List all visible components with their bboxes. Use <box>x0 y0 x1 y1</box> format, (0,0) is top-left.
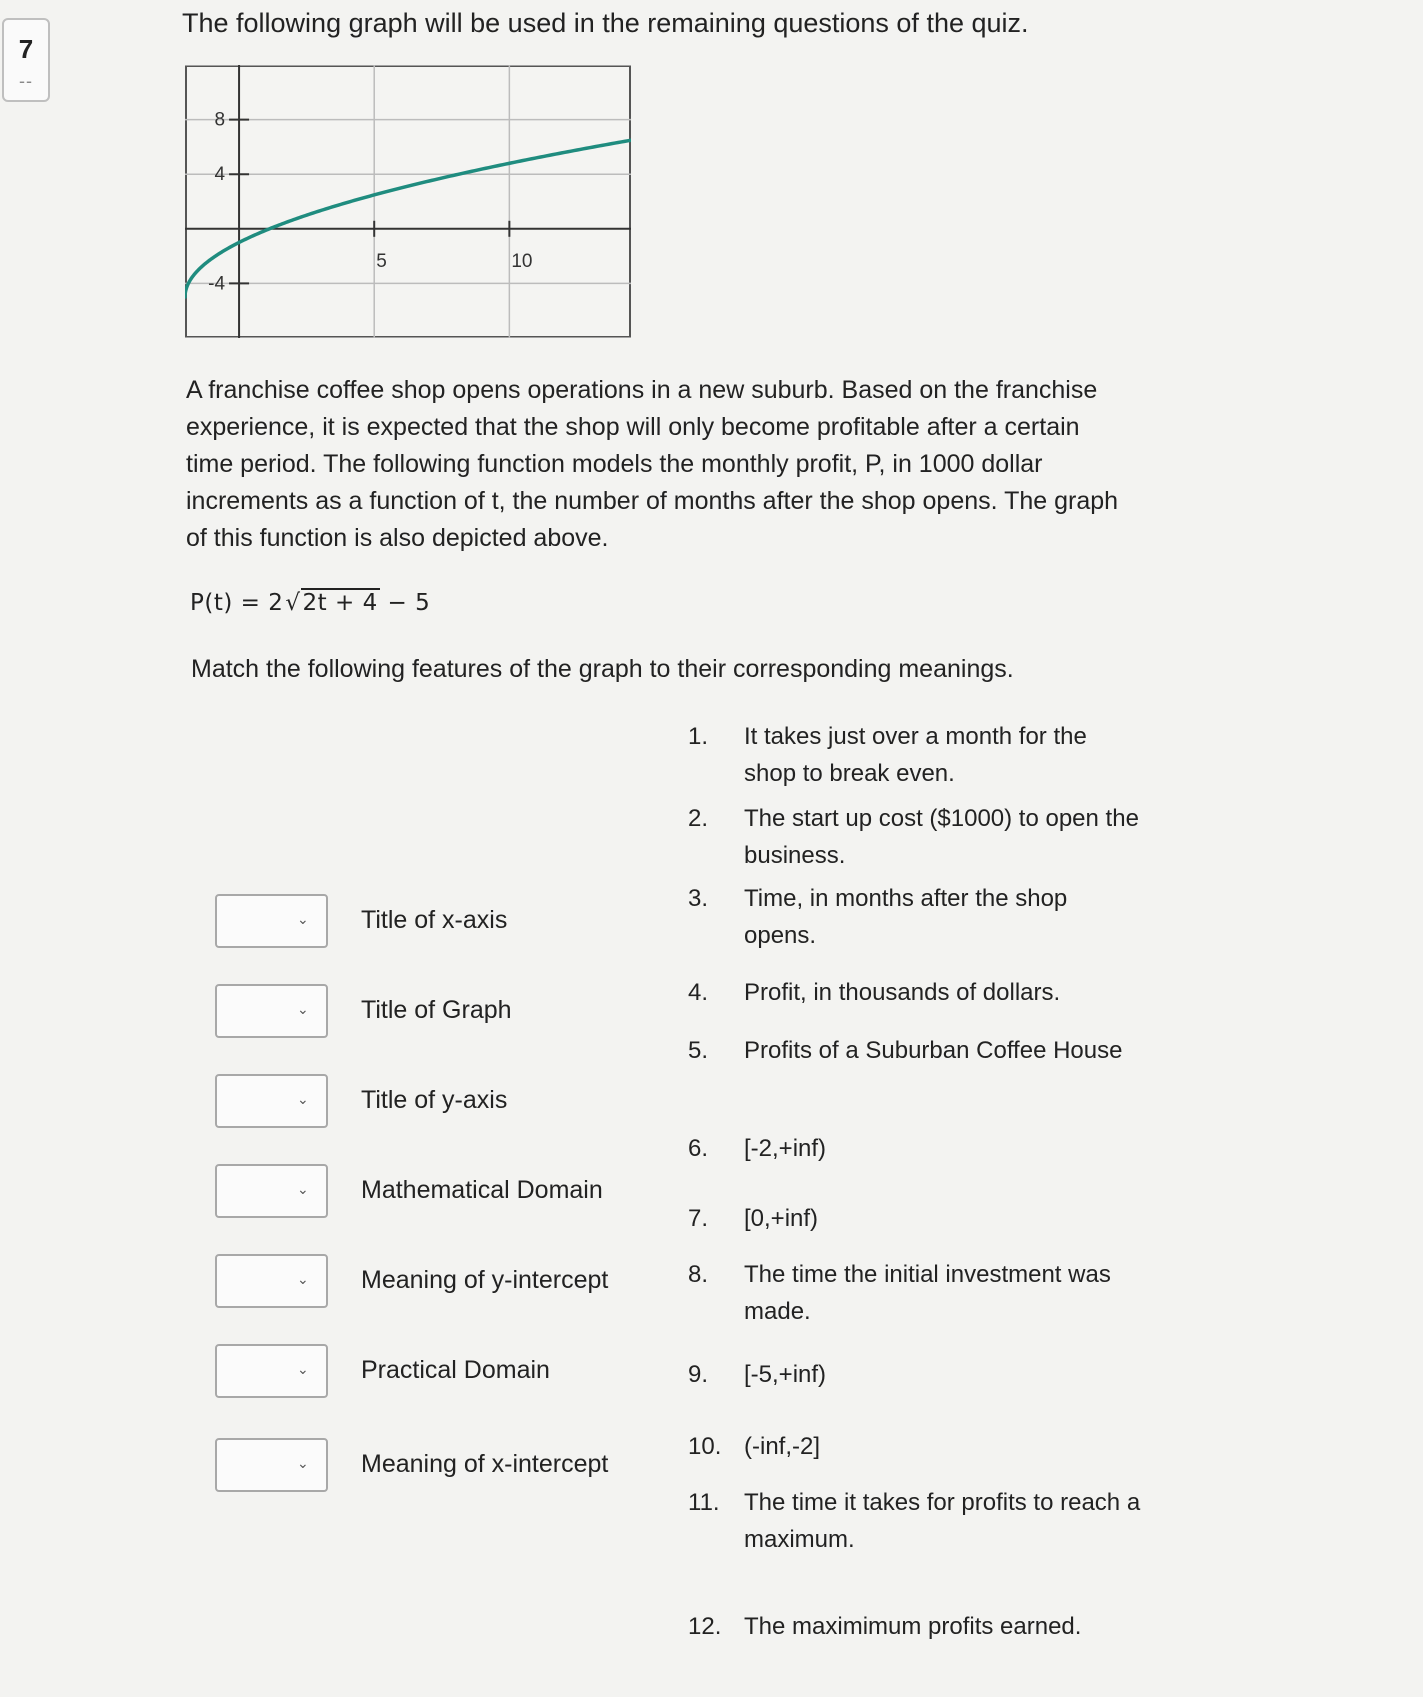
option-number: 2. <box>688 805 709 832</box>
option-number: 8. <box>688 1261 709 1288</box>
chevron-down-icon: ⌄ <box>297 1181 309 1197</box>
chevron-down-icon: ⌄ <box>297 1271 309 1287</box>
feature-label: Title of x-axis <box>361 906 508 934</box>
question-number: 7 <box>18 34 34 64</box>
match-select-graph-title[interactable] <box>215 984 328 1038</box>
feature-label: Practical Domain <box>361 1356 550 1384</box>
feature-label: Meaning of y-intercept <box>361 1266 609 1294</box>
feature-row-graph-title <box>215 984 695 1040</box>
x-tick-label: 10 <box>511 250 533 272</box>
graph-svg <box>185 65 631 338</box>
option-number: 11. <box>688 1489 720 1516</box>
formula-radicand: 2t + 4 <box>302 590 378 616</box>
match-select-x-axis-title[interactable] <box>215 894 328 948</box>
feature-row-practical-domain <box>215 1344 695 1400</box>
option-number: 10. <box>688 1433 722 1460</box>
y-tick-label: 8 <box>214 109 226 131</box>
option-number: 1. <box>688 723 709 750</box>
chevron-down-icon: ⌄ <box>297 1455 309 1471</box>
feature-row-x-intercept <box>215 1438 695 1494</box>
radical-sign: √2t + 4 <box>285 590 378 616</box>
option-text: It takes just over a month for the shop to break even. <box>744 723 1087 787</box>
intro-text: The following graph will be used in the remaining questions of the quiz. <box>182 8 1029 38</box>
option-text: The time the initial investment was made. <box>744 1261 1111 1325</box>
option-text: The start up cost ($1000) to open the business. <box>744 805 1139 869</box>
option-number: 3. <box>688 885 709 912</box>
match-select-x-intercept[interactable] <box>215 1438 328 1492</box>
option-text: [-2,+inf) <box>744 1135 827 1162</box>
chevron-down-icon: ⌄ <box>297 911 309 927</box>
question-status: -- <box>19 71 33 91</box>
option-text: [-5,+inf) <box>744 1361 827 1388</box>
chevron-down-icon: ⌄ <box>297 1091 309 1107</box>
y-tick-label: 4 <box>214 164 226 186</box>
match-select-y-axis-title[interactable] <box>215 1074 328 1128</box>
option-number: 6. <box>688 1135 709 1162</box>
formula-lhs: P(t) = 2 <box>190 590 284 616</box>
option-text: Time, in months after the shop opens. <box>744 885 1068 949</box>
match-select-mathematical-domain[interactable] <box>215 1164 328 1218</box>
feature-label: Mathematical Domain <box>361 1176 603 1204</box>
option-number: 5. <box>688 1037 709 1064</box>
match-instruction: Match the following features of the graph to their corresponding meanings. <box>191 655 1014 683</box>
option-text: (-inf,-2] <box>744 1433 821 1460</box>
feature-label: Meaning of x-intercept <box>361 1450 609 1478</box>
feature-row-x-axis-title <box>215 894 695 950</box>
chevron-down-icon: ⌄ <box>297 1001 309 1017</box>
option-text: [0,+inf) <box>744 1205 819 1232</box>
x-tick-label: 5 <box>376 250 387 272</box>
option-text: Profit, in thousands of dollars. <box>744 979 1061 1006</box>
graph-frame <box>186 66 630 337</box>
profit-graph <box>185 65 631 338</box>
chevron-down-icon: ⌄ <box>297 1361 309 1377</box>
option-text: The maximimum profits earned. <box>744 1613 1082 1640</box>
question-number-box[interactable] <box>2 18 50 102</box>
option-number: 12. <box>688 1613 722 1640</box>
match-select-practical-domain[interactable] <box>215 1344 328 1398</box>
profit-formula <box>190 590 430 616</box>
feature-label: Title of y-axis <box>361 1086 508 1114</box>
option-text: Profits of a Suburban Coffee House <box>744 1037 1123 1064</box>
option-text: The time it takes for profits to reach a maximum. <box>744 1489 1141 1553</box>
feature-row-mathematical-domain <box>215 1164 695 1220</box>
feature-label: Title of Graph <box>361 996 512 1024</box>
formula-tail: − 5 <box>379 590 431 616</box>
problem-passage: A franchise coffee shop opens operations in a new suburb. Based on the franchise experience, it is expected that the shop will only become profitable after a certain time period. The following function models the monthly profit, P, in 1000 dollar increments as a function of t, the number of months after the shop opens. The graph of this function is also depicted above. <box>186 376 1119 552</box>
y-tick-label: -4 <box>208 273 226 295</box>
option-number: 9. <box>688 1361 709 1388</box>
option-number: 4. <box>688 979 709 1006</box>
feature-row-y-intercept <box>215 1254 695 1310</box>
match-select-y-intercept[interactable] <box>215 1254 328 1308</box>
feature-row-y-axis-title <box>215 1074 695 1130</box>
option-number: 7. <box>688 1205 709 1232</box>
